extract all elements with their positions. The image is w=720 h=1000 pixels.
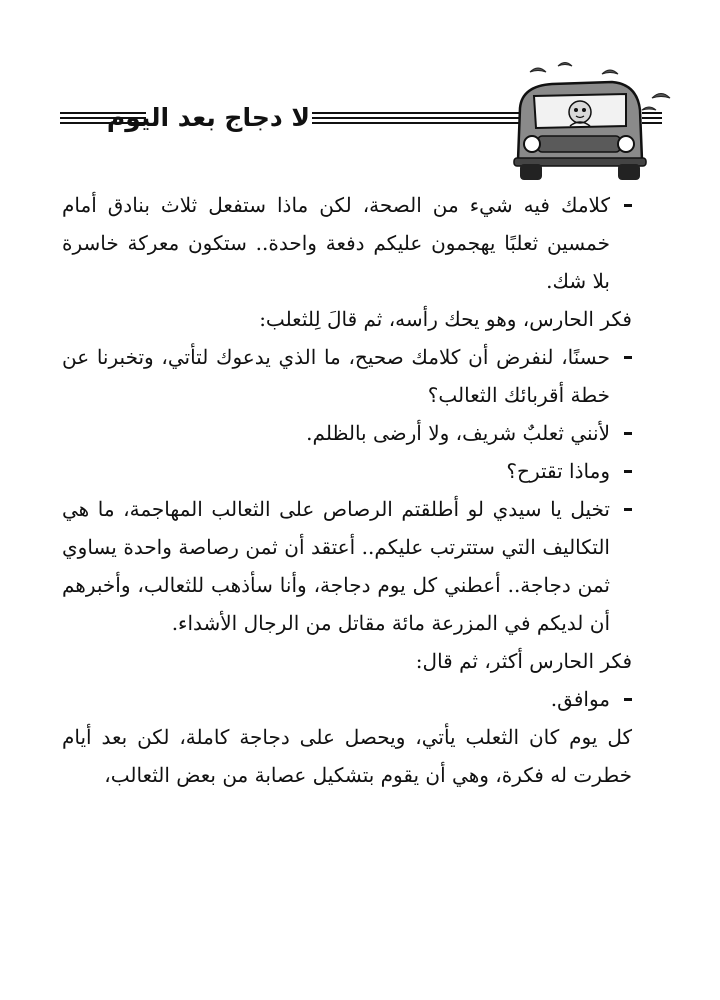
dash-bullet: [624, 698, 632, 701]
dialogue-item: [62, 186, 632, 300]
chapter-title: لا دجاج بعد اليوم: [106, 103, 310, 132]
dash-bullet: [624, 508, 632, 511]
dialogue-text: موافق.: [550, 687, 610, 711]
story-text: [62, 186, 632, 794]
dialogue-item: [62, 680, 632, 718]
dash-bullet: [624, 204, 632, 207]
dash-bullet: [624, 432, 632, 435]
dialogue-text: لأنني ثعلبٌ شريف، ولا أرضى بالظلم.: [306, 421, 610, 445]
chapter-header: [50, 60, 670, 190]
dialogue-item: [62, 490, 632, 642]
narration-paragraph: كل يوم كان الثعلب يأتي، ويحصل على دجاجة كاملة، لكن بعد أيام خطرت له فكرة، وهي أن يقوم بتشكيل عصابة من بعض الثعالب،: [62, 725, 632, 787]
dash-bullet: [624, 356, 632, 359]
dialogue-text: وماذا تقترح؟: [506, 459, 610, 483]
dialogue-text: كلامك فيه شيء من الصحة، لكن ماذا ستفعل ثلاث بنادق أمام خمسين ثعلبًا يهجمون عليكم دفعة واحدة.. ستكون معركة خاسرة بلا شك.: [62, 193, 610, 293]
car-illustration: [502, 60, 677, 185]
dash-bullet: [624, 470, 632, 473]
dialogue-item: [62, 338, 632, 414]
narration-paragraph: فكر الحارس، وهو يحك رأسه، ثم قالَ لِلثعلب:: [259, 307, 632, 331]
narration-paragraph: فكر الحارس أكثر، ثم قال:: [415, 649, 632, 673]
dialogue-text: حسنًا، لنفرض أن كلامك صحيح، ما الذي يدعوك لتأتي، وتخبرنا عن خطة أقربائك الثعالب؟: [62, 345, 610, 407]
dialogue-item: [62, 414, 632, 452]
dialogue-item: [62, 452, 632, 490]
dialogue-text: تخيل يا سيدي لو أطلقتم الرصاص على الثعالب المهاجمة، ما هي التكاليف التي ستترتب عليكم.. أعتقد أن ثمن رصاصة واحدة يساوي ثمن دجاجة.. أعطني كل يوم دجاجة، وأنا سأذهب للثعالب، وأخبرهم أن لديكم في المزرعة مائة مقاتل من الرجال الأشداء.: [62, 497, 610, 635]
